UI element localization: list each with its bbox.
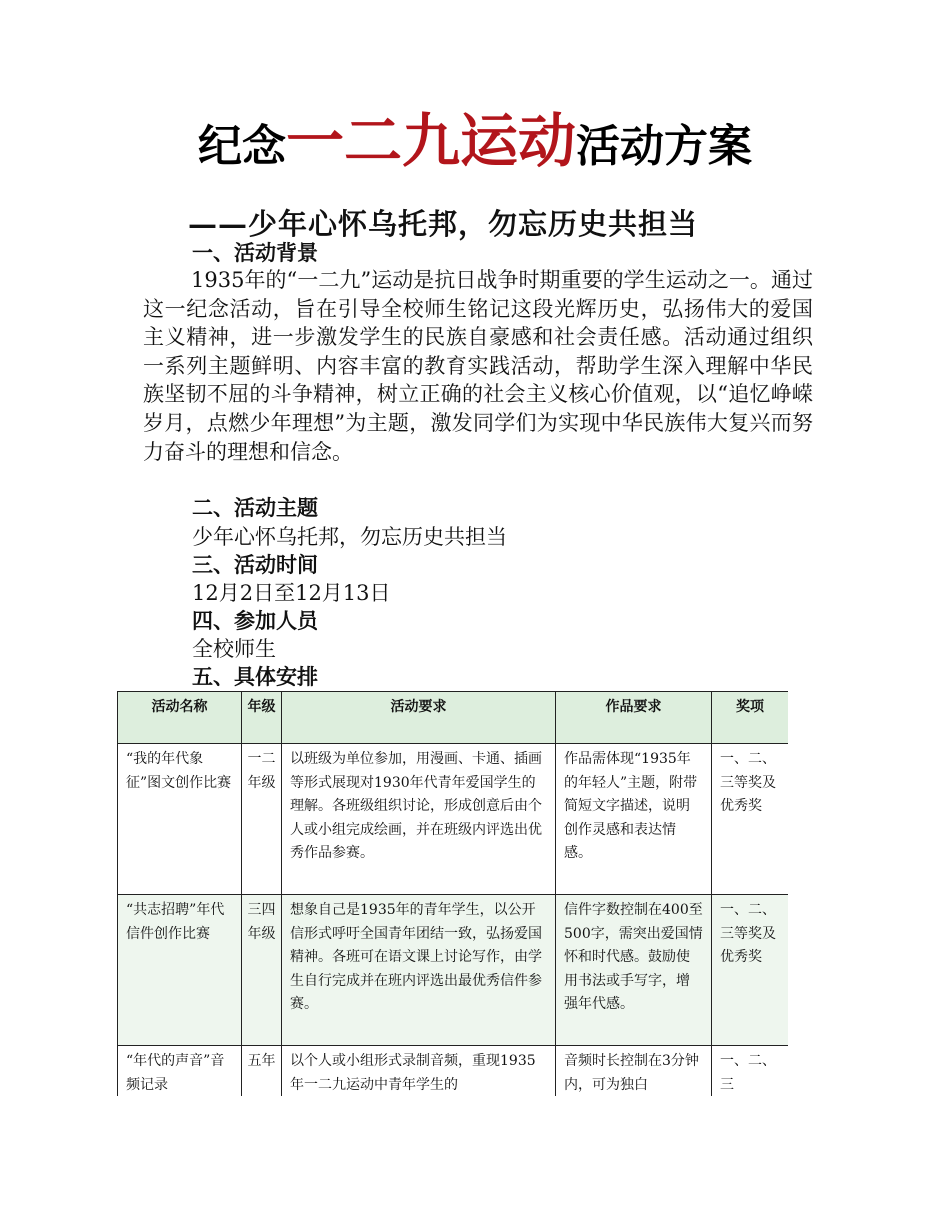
- schedule-table: [117, 691, 788, 1096]
- header-work-requirement: 作品要求: [556, 692, 712, 744]
- theme-text: 少年心怀乌托邦，勿忘历史共担当: [192, 525, 507, 549]
- heading-participants: 四、参加人员: [192, 609, 318, 633]
- table-row: [118, 895, 789, 1046]
- document-title: [0, 107, 950, 175]
- title-prefix: 纪念: [197, 121, 286, 172]
- cell-work-requirement: 信件字数控制在400至500字，需突出爱国情怀和时代感。鼓励使用书法或手写字，增强年代感。: [556, 895, 712, 1046]
- header-award: 奖项: [712, 692, 789, 744]
- cell-award: 一、二、三等奖及优秀奖: [712, 744, 789, 895]
- cell-grade: 三四年级: [242, 895, 282, 1046]
- cell-work-requirement: 作品需体现“1935年的年轻人”主题，附带简短文字描述，说明创作灵感和表达情感。: [556, 744, 712, 895]
- cell-work-requirement: 音频时长控制在3分钟内，可为独白: [556, 1046, 712, 1097]
- title-suffix: 活动方案: [576, 121, 752, 172]
- cell-activity-requirement: 以班级为单位参加，用漫画、卡通、插画等形式展现对1930年代青年爱国学生的理解。各班级组织讨论，形成创意后由个人或小组完成绘画，并在班级内评选出优秀作品参赛。: [282, 744, 556, 895]
- table-row: [118, 1046, 789, 1097]
- heading-time: 三、活动时间: [192, 553, 318, 577]
- heading-theme: 二、活动主题: [192, 496, 318, 520]
- cell-activity-name: “我的年代象征”图文创作比赛: [118, 744, 242, 895]
- title-highlight: 一二九运动: [285, 107, 576, 175]
- heading-background: 一、活动背景: [192, 241, 318, 265]
- participants-text: 全校师生: [192, 637, 276, 661]
- cell-activity-name: “共志招聘”年代信件创作比赛: [118, 895, 242, 1046]
- cell-activity-name: “年代的声音”音频记录: [118, 1046, 242, 1097]
- header-grade: 年级: [242, 692, 282, 744]
- time-text: 12月2日至12月13日: [192, 581, 391, 605]
- document-subtitle: ——少年心怀乌托邦，勿忘历史共担当: [188, 207, 699, 241]
- cell-grade: 一二年级: [242, 744, 282, 895]
- cell-activity-requirement: 以个人或小组形式录制音频，重现1935年一二九运动中青年学生的: [282, 1046, 556, 1097]
- table-row: [118, 744, 789, 895]
- header-activity-requirement: 活动要求: [282, 692, 556, 744]
- cell-grade: 五年: [242, 1046, 282, 1097]
- heading-schedule: 五、具体安排: [192, 665, 318, 689]
- cell-award: 一、二、三: [712, 1046, 789, 1097]
- header-activity-name: 活动名称: [118, 692, 242, 744]
- cell-award: 一、二、三等奖及优秀奖: [712, 895, 789, 1046]
- table-header-row: [118, 692, 789, 744]
- cell-activity-requirement: 想象自己是1935年的青年学生，以公开信形式呼吁全国青年团结一致，弘扬爱国精神。各班可在语文课上讨论写作，由学生自行完成并在班内评选出最优秀信件参赛。: [282, 895, 556, 1046]
- background-paragraph: 1935年的“一二九”运动是抗日战争时期重要的学生运动之一。通过这一纪念活动，旨在引导全校师生铭记这段光辉历史，弘扬伟大的爱国主义精神，进一步激发学生的民族自豪感和社会责任感。活动通过组织一系列主题鲜明、内容丰富的教育实践活动，帮助学生深入理解中华民族坚韧不屈的斗争精神，树立正确的社会主义核心价值观，以“追忆峥嵘岁月，点燃少年理想”为主题，激发同学们为实现中华民族伟大复兴而努力奋斗的理想和信念。: [143, 268, 813, 464]
- schedule-table-container: [117, 691, 788, 1096]
